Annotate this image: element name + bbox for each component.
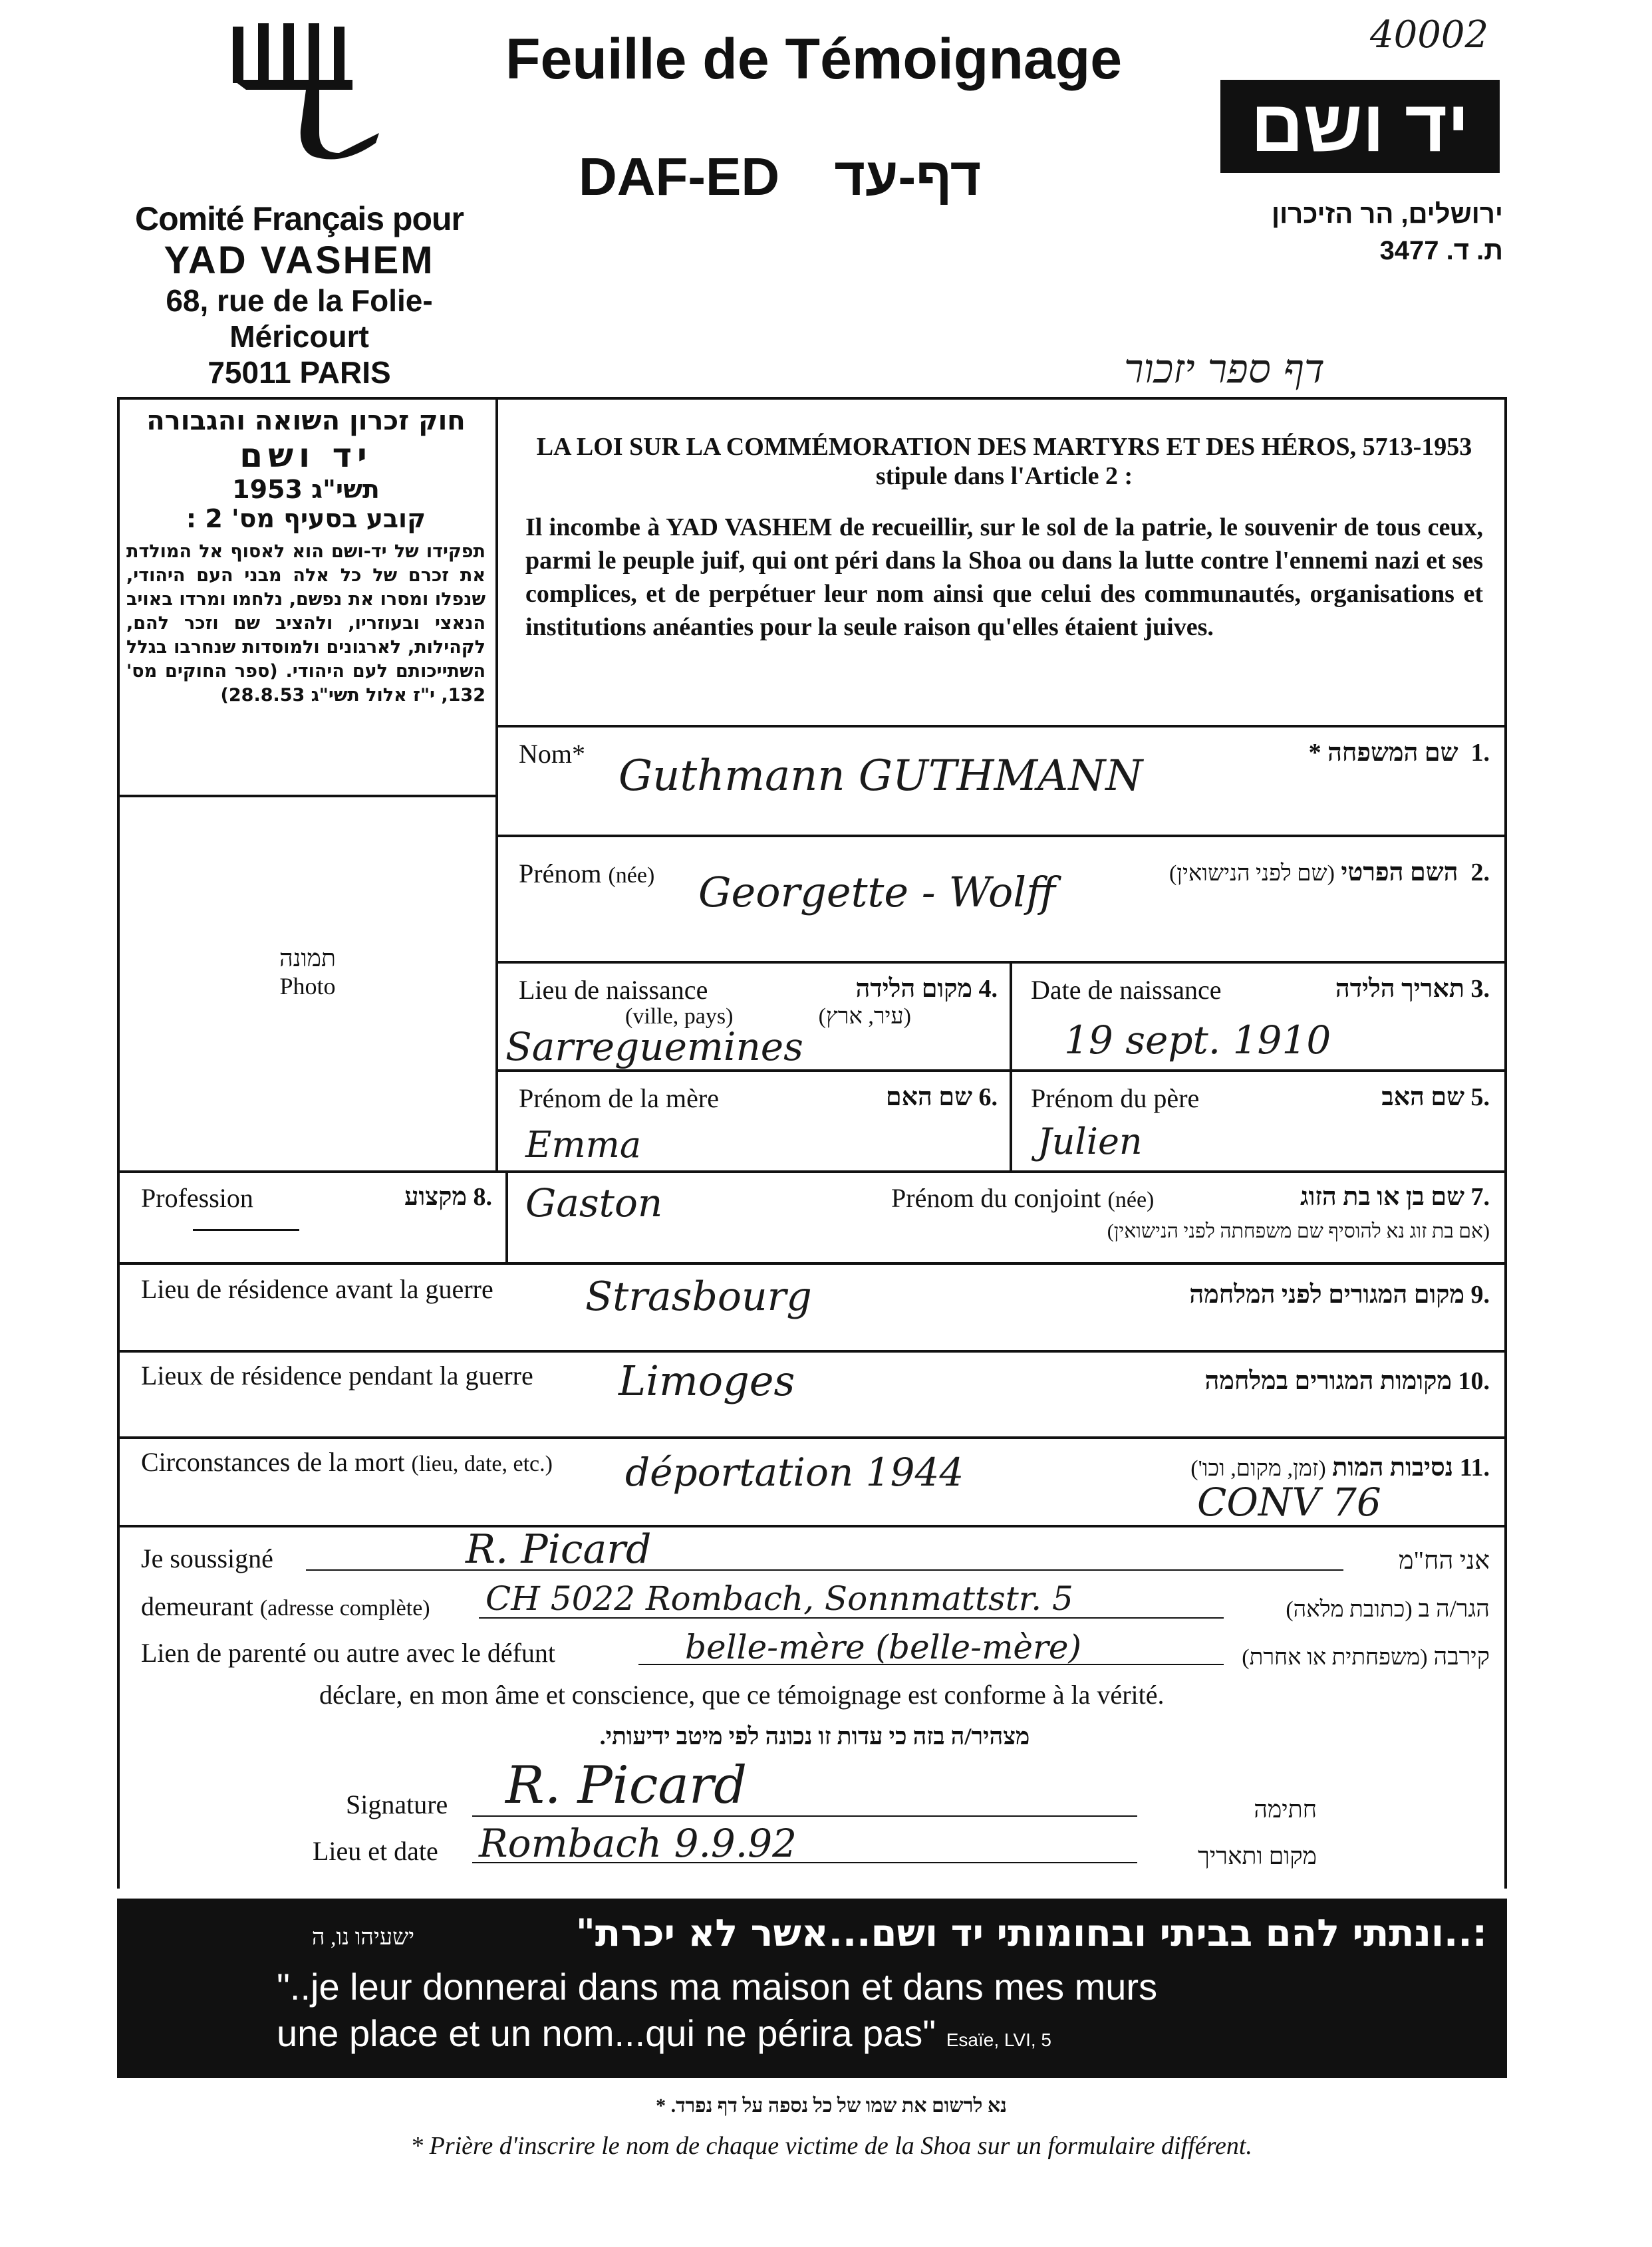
signature-label: Signature (346, 1789, 448, 1819)
field-nom-num: .1 (1470, 739, 1490, 767)
field-prenom-pere-hebrew (1290, 1083, 1490, 1112)
footer-hebrew-ref: ישעיהו נו, ה (311, 1925, 415, 1950)
handwritten-hebrew-note: דף ספר יזכור (1124, 346, 1325, 392)
yad-vashem-hebrew-box: יד ושם (1220, 80, 1500, 173)
soussigne-value[interactable]: R. Picard (466, 1526, 652, 1573)
field-residence-pendant-label: Lieux de résidence pendant la guerre (141, 1361, 533, 1390)
field-prenom-pere-label: Prénom du père (1031, 1083, 1200, 1113)
field-circonstances-hebrew (1170, 1453, 1490, 1482)
field-prenom-mere-num: .6 (978, 1083, 998, 1111)
photo-label-hebrew: תמונה (279, 945, 336, 972)
field-circonstances-label-small: (lieu, date, etc.) (411, 1452, 553, 1476)
field-circonstances-value[interactable]: déportation 1944 (625, 1450, 964, 1495)
field-conjoint-label (891, 1182, 1154, 1214)
field-prenom-mere-hebrew (798, 1083, 998, 1112)
yad-vashem-logo (226, 20, 386, 166)
photo-area (120, 944, 495, 1000)
demeurant-label (141, 1591, 430, 1622)
signature-value[interactable]: R. Picard (505, 1756, 748, 1815)
soussigne-label: Je soussigné (141, 1543, 273, 1573)
field-prenom-heb-label: השם הפרטי (1341, 859, 1458, 886)
footnote-hebrew: נא לרשום את שמו של כל נספה על דף נפרד. * (656, 2095, 1007, 2117)
field-circonstances-num: .11 (1459, 1454, 1490, 1482)
field-date-naissance-label: Date de naissance (1031, 975, 1222, 1005)
field-conjoint-value[interactable]: Gaston (525, 1180, 663, 1226)
committee-line4: 75011 PARIS (207, 355, 391, 390)
field-prenom-value[interactable]: Georgette - Wolff (698, 868, 1056, 916)
soussigne-hebrew: אני הח"מ (1398, 1547, 1490, 1575)
field-date-naissance-num: .3 (1470, 975, 1490, 1003)
field-conjoint-label-text: Prénom du conjoint (891, 1183, 1101, 1213)
field-lieu-naissance-num: .4 (978, 975, 998, 1003)
field-prenom-hebrew (1064, 858, 1490, 887)
field-profession-label: Profession (141, 1183, 253, 1213)
subtitle-hebrew: דף-עד (834, 147, 982, 206)
field-circonstances-label-text: Circonstances de la mort (141, 1447, 405, 1477)
field-lieu-naissance-heb-label: מקום הלידה (855, 975, 972, 1003)
footer-french-line1: "..je leur donnerai dans ma maison et dans mes murs (277, 1966, 1158, 2008)
field-residence-avant-value[interactable]: Strasbourg (585, 1273, 812, 1320)
field-date-naissance-heb-label: תאריך הלידה (1335, 975, 1464, 1003)
demeurant-heb-label: הגר/ה ב (1418, 1595, 1490, 1622)
field-residence-pendant-value[interactable]: Limoges (619, 1357, 795, 1405)
field-residence-avant-num: .9 (1470, 1281, 1490, 1309)
footer-french-line2-text: une place et un nom...qui ne périra pas" (277, 2012, 936, 2054)
law-heb-line3: תשי"ג 1953 (232, 475, 380, 504)
field-profession-num: .8 (473, 1183, 492, 1211)
profession-arrow (193, 1229, 299, 1231)
law-panel-hebrew (126, 406, 485, 708)
field-nom-hebrew (1064, 738, 1490, 767)
field-residence-avant-heb-label: מקום המגורים לפני המלחמה (1189, 1281, 1464, 1309)
field-prenom-num: .2 (1470, 859, 1490, 886)
field-residence-pendant-heb-label: מקומות המגורים במלחמה (1204, 1367, 1452, 1395)
law-heb-line1: חוק זכרון השואה והגבורה (146, 406, 466, 436)
committee-line1: Comité Français pour (135, 200, 464, 237)
field-prenom-label-small: (née) (608, 863, 655, 888)
field-prenom-mere-heb-label: שם האם (885, 1083, 972, 1111)
field-residence-pendant-num: .10 (1458, 1367, 1490, 1395)
footnote-french: * Prière d'inscrire le nom de chaque victime de la Shoa sur un formulaire différent. (410, 2132, 1252, 2160)
page-subtitle (579, 146, 981, 207)
field-prenom-pere-num: .5 (1470, 1083, 1490, 1111)
declare-text: déclare, en mon âme et conscience, que ce témoignage est conforme à la vérité. (319, 1680, 1165, 1710)
lien-heb-label: קירבה (1433, 1643, 1490, 1670)
declare-hebrew: מצהיר/ה בזה כי עדות זו נכונה לפי מיטב ידיעותי. (599, 1723, 1030, 1750)
field-conjoint-num: .7 (1470, 1183, 1490, 1211)
photo-label: Photo (279, 973, 336, 999)
field-profession-heb-label: מקצוע (404, 1183, 467, 1211)
jerusalem-address: ירושלים, הר הזיכרון (1272, 199, 1503, 229)
demeurant-value[interactable]: CH 5022 Rombach, Sonnmattstr. 5 (485, 1579, 1073, 1618)
field-prenom-label-text: Prénom (519, 859, 602, 888)
lieu-date-value[interactable]: Rombach 9.9.92 (479, 1821, 797, 1866)
law-fr-subtitle: stipule dans l'Article 2 : (875, 462, 1133, 490)
lien-value[interactable]: belle-mère (belle-mère) (685, 1628, 1082, 1666)
field-conjoint-hebrew (1210, 1182, 1490, 1212)
committee-address (113, 199, 485, 390)
field-prenom-pere-heb-label: שם האב (1381, 1083, 1464, 1111)
field-circonstances-label (141, 1446, 553, 1478)
page-title: Feuille de Témoignage (505, 27, 1123, 91)
pobox: ת. ד. 3477 (1379, 236, 1503, 265)
signature-line (472, 1815, 1137, 1817)
law-heb-body: תפקידו של יד-ושם הוא לאסוף אל המולדת את זכרם של כל אלה מבני העם היהודי, שנפלו ומסרו את נפשם, נלחמו ומרדו באויב הנאצי ובעוזריו, ולהציב שם וזכר להם, לקהילות, לארגונים ולמוסדות שנחרבו בגלל השתייכותם לעם היהודי. (ספר החוקים מס' 132, י"ז אלול תשי"ג 28.8.53) (126, 541, 485, 706)
committee-line3: 68, rue de la Folie-Méricourt (166, 283, 433, 354)
field-prenom-mere-label: Prénom de la mère (519, 1083, 719, 1113)
field-lieu-naissance-hebrew (752, 974, 998, 1003)
field-conjoint-heb-label: שם בן או בת הזוג (1300, 1183, 1464, 1211)
law-heb-line2: יד ושם (239, 436, 372, 475)
field-conjoint-heb-small: (אם בת זוג נא להוסיף שם משפחתה לפני הנישואין) (1107, 1220, 1490, 1242)
footer-quote-band (117, 1899, 1507, 2078)
field-prenom-heb-small: (שם לפני הנישואין) (1169, 861, 1335, 886)
demeurant-hebrew (1237, 1595, 1490, 1623)
subtitle-latin: DAF-ED (579, 147, 780, 206)
field-circonstances-value2[interactable]: CONV 76 (1197, 1480, 1381, 1525)
law-fr-body: Il incombe à YAD VASHEM de recueillir, sur le sol de la patrie, le souvenir de tous ceux, parmi le peuple juif, qui ont péri dans la Shoa ou dans la lutte contre l'ennemi nazi et ses complices, et de perpétuer leur nom ainsi que celui des communautés, organisations et institutions anéanties pour la seule raison qu'elles étaient juives. (525, 513, 1483, 641)
lieu-date-hebrew: מקום ותאריך (1198, 1843, 1317, 1869)
signature-hebrew: חתימה (1254, 1796, 1317, 1823)
law-panel-french (525, 432, 1483, 644)
field-lieu-naissance-value[interactable]: Sarreguemines (505, 1024, 803, 1069)
demeurant-label-text: demeurant (141, 1591, 253, 1621)
corner-number: 40002 (1370, 13, 1489, 57)
field-residence-avant-hebrew (1064, 1280, 1490, 1309)
soussigne-line (306, 1569, 1343, 1571)
lieu-date-label: Lieu et date (313, 1836, 438, 1866)
demeurant-label-small: (adresse complète) (259, 1596, 430, 1621)
law-heb-line4: קובע בסעיף מס' 2 : (186, 504, 426, 533)
law-fr-title: LA LOI SUR LA COMMÉMORATION DES MARTYRS ET DES HÉROS, 5713-1953 (536, 433, 1472, 461)
field-lieu-naissance-heb-small: (עיר, ארץ) (818, 1004, 911, 1029)
field-conjoint-label-small: (née) (1107, 1188, 1155, 1212)
field-nom-label: Nom* (519, 739, 585, 769)
field-date-naissance-value[interactable]: 19 sept. 1910 (1064, 1017, 1331, 1063)
field-nom-value[interactable]: Guthmann GUTHMANN (619, 751, 1143, 801)
footer-hebrew-quote: :..ונתתי להם בביתי ובחומותי יד ושם...אשר לא יכרת" (575, 1912, 1487, 1955)
lien-label: Lien de parenté ou autre avec le défunt (141, 1638, 556, 1668)
field-circonstances-heb-label: נסיבות המות (1332, 1454, 1454, 1482)
demeurant-heb-small: (כתובת מלאה) (1286, 1597, 1413, 1622)
field-circonstances-heb-small: (זמן, מקום, וכו') (1190, 1456, 1326, 1481)
footer-french-ref: Esaïe, LVI, 5 (946, 2030, 1051, 2050)
lien-hebrew (1237, 1643, 1490, 1670)
field-profession-hebrew (319, 1182, 492, 1212)
field-residence-pendant-hebrew (1064, 1367, 1490, 1396)
lien-heb-small: (משפחתית או אחרת) (1242, 1645, 1428, 1670)
field-residence-avant-label: Lieu de résidence avant la guerre (141, 1274, 493, 1304)
field-lieu-naissance-small: (ville, pays) (625, 1004, 734, 1029)
footer-french-line2 (277, 2012, 1051, 2055)
field-prenom-mere-value[interactable]: Emma (525, 1124, 642, 1166)
field-nom-heb-label: שם המשפחה * (1308, 739, 1458, 767)
field-lieu-naissance-label: Lieu de naissance (519, 975, 708, 1005)
committee-line2: YAD VASHEM (164, 239, 435, 282)
field-date-naissance-hebrew (1264, 974, 1490, 1003)
field-prenom-label (519, 858, 654, 889)
field-prenom-pere-value[interactable]: Julien (1037, 1121, 1143, 1162)
